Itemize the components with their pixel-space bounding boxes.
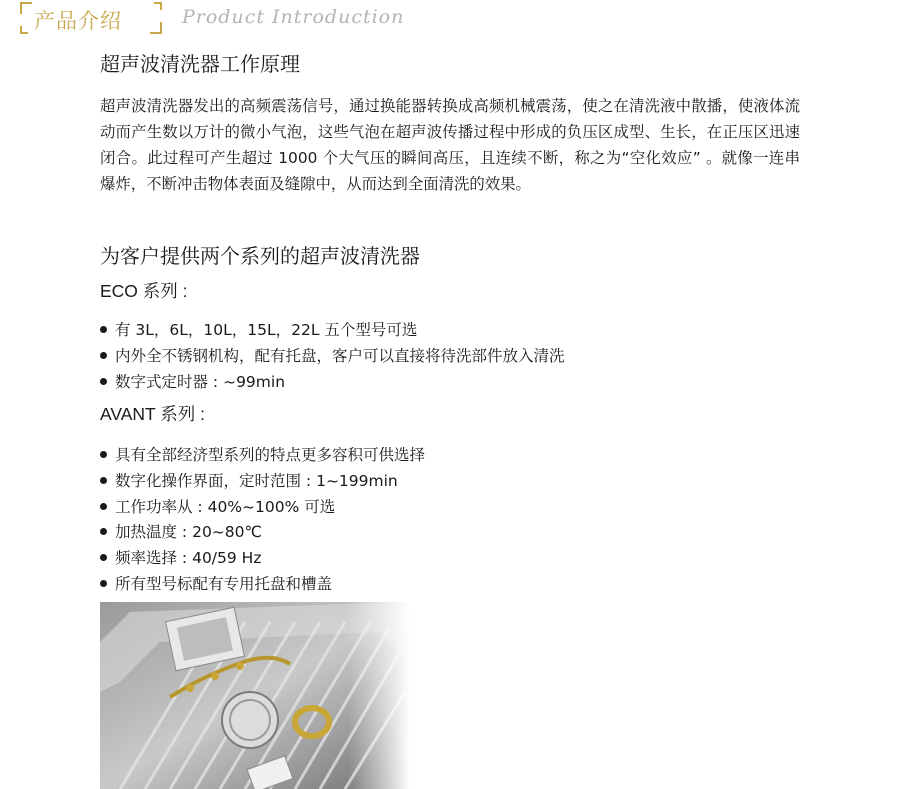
list-item: 内外全不锈钢机构，配有托盘，客户可以直接将待洗部件放入清洗 xyxy=(100,344,565,370)
principle-paragraph: 超声波清洗器发出的高频震荡信号，通过换能器转换成高频机械震荡，使之在清洗液中散播，使液体流动而产生数以万计的微小气泡，这些气泡在超声波传播过程中形成的负压区成型、生长，在正压区迅速闭合。此过程可产生超过 1000 个大气压的瞬间高压，且连续不断，称之为“空化效应” 。就像一连串爆炸，不断冲击物体表面及缝隙中，从而达到全面清洗的效果。 xyxy=(100,97,800,193)
corner-ornament xyxy=(150,22,162,34)
avant-series-title: AVANT 系列 : xyxy=(100,404,206,424)
bullet-icon xyxy=(100,554,107,561)
eco-feature-list xyxy=(100,318,565,395)
section-header xyxy=(0,0,900,36)
section-tag-label: 产品介绍 xyxy=(34,9,122,33)
bullet-icon xyxy=(100,528,107,535)
bullet-icon xyxy=(100,503,107,510)
cleaner-basket-image xyxy=(100,602,410,789)
bullet-icon xyxy=(100,326,107,333)
section-subtitle: Product Introduction xyxy=(182,6,405,28)
corner-ornament xyxy=(20,2,32,14)
bullet-icon xyxy=(100,451,107,458)
list-item: 具有全部经济型系列的特点更多容积可供选择 xyxy=(100,443,425,469)
product-photo xyxy=(100,602,410,789)
list-item: 所有型号标配有专用托盘和槽盖 xyxy=(100,572,425,598)
list-item: 加热温度 : 20~80℃ xyxy=(100,520,425,546)
principle-heading: 超声波清洗器工作原理 xyxy=(100,52,300,76)
bullet-icon xyxy=(100,477,107,484)
corner-ornament xyxy=(20,26,28,34)
corner-ornament xyxy=(154,2,162,10)
series-heading: 为客户提供两个系列的超声波清洗器 xyxy=(100,244,420,268)
section-tag xyxy=(20,2,162,34)
list-item: 频率选择 : 40/59 Hz xyxy=(100,546,425,572)
bullet-icon xyxy=(100,378,107,385)
list-item: 数字化操作界面，定时范围 : 1~199min xyxy=(100,469,425,495)
list-item: 工作功率从 : 40%~100% 可选 xyxy=(100,495,425,521)
eco-series-title: ECO 系列 : xyxy=(100,281,188,301)
list-item: 数字式定时器 : ~99min xyxy=(100,370,565,396)
bullet-icon xyxy=(100,352,107,359)
list-item: 有 3L，6L，10L，15L，22L 五个型号可选 xyxy=(100,318,565,344)
bullet-icon xyxy=(100,580,107,587)
avant-feature-list xyxy=(100,443,425,598)
